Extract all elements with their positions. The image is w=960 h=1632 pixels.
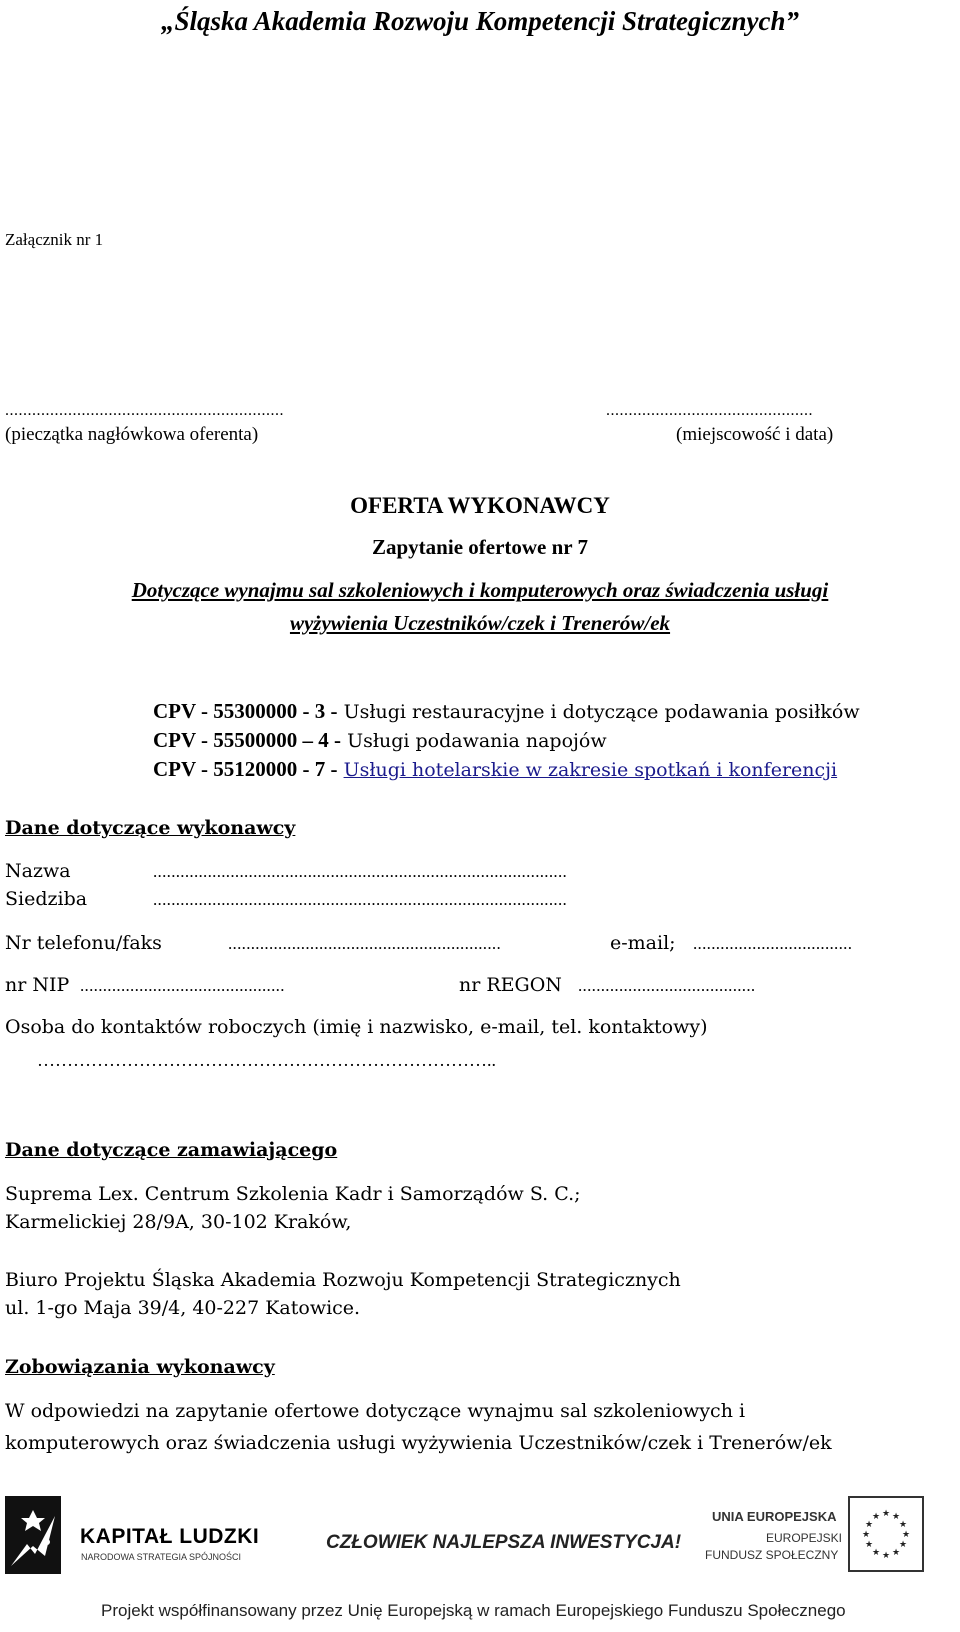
contact-person-label: Osoba do kontaktów roboczych (imię i nazwisko, e-mail, tel. kontaktowy) xyxy=(5,1016,708,1038)
cpv-code: CPV - 55300000 - 3 - xyxy=(153,699,338,723)
document-title: „Śląska Akademia Rozwoju Kompetencji Strategicznych” xyxy=(160,6,800,36)
svg-text:★: ★ xyxy=(881,1509,891,1519)
name-field[interactable]: ........................................................................................... xyxy=(153,862,568,881)
cpv-code: CPV - 55500000 – 4 - xyxy=(153,728,342,752)
subject-line-1: Dotyczące wynajmu sal szkoleniowych i komputerowych oraz świadczenia usługi xyxy=(131,578,829,602)
offer-title: OFERTA WYKONAWCY xyxy=(350,493,610,518)
inquiry-number: Zapytanie ofertowe nr 7 xyxy=(372,535,588,559)
cpv-item xyxy=(153,699,860,724)
regon-field[interactable]: ....................................... xyxy=(578,976,756,995)
ordering-party-line: Karmelickiej 28/9A, 30-102 Kraków, xyxy=(5,1211,352,1233)
nip-field[interactable]: ............................................. xyxy=(80,976,285,995)
obligations-heading: Zobowiązania wykonawcy xyxy=(5,1356,275,1378)
svg-text:★: ★ xyxy=(891,1548,901,1558)
svg-text:★: ★ xyxy=(901,1530,911,1540)
attachment-label: Załącznik nr 1 xyxy=(5,230,104,249)
cofinanced-note: Projekt współfinansowany przez Unię Europejską w ramach Europejskiego Funduszu Społecznego xyxy=(101,1601,846,1620)
obligations-text-line: W odpowiedzi na zapytanie ofertowe dotyczące wynajmu sal szkoleniowych i xyxy=(5,1400,746,1422)
contact-person-field[interactable]: ………………………………………………………………….. xyxy=(37,1050,496,1070)
ordering-party-line: Suprema Lex. Centrum Szkolenia Kadr i Samorządów S. C.; xyxy=(5,1183,581,1205)
ordering-party-line: ul. 1-go Maja 39/4, 40-227 Katowice. xyxy=(5,1297,361,1319)
svg-text:★: ★ xyxy=(881,1551,891,1561)
stamp-caption: (pieczątka nagłówkowa oferenta) xyxy=(5,424,259,445)
email-field[interactable]: ................................... xyxy=(693,934,853,953)
contractor-heading: Dane dotyczące wykonawcy xyxy=(5,817,296,839)
svg-text:★: ★ xyxy=(898,1520,908,1530)
slogan: CZŁOWIEK NAJLEPSZA INWESTYCJA! xyxy=(326,1532,682,1553)
kapital-ludzki-subtitle: NARODOWA STRATEGIA SPÓJNOŚCI xyxy=(81,1552,242,1562)
svg-text:★: ★ xyxy=(864,1540,874,1550)
svg-text:★: ★ xyxy=(861,1530,871,1540)
ordering-party-heading: Dane dotyczące zamawiającego xyxy=(5,1139,338,1161)
phone-label: Nr telefonu/faks xyxy=(5,932,162,954)
cpv-code: CPV - 55120000 - 7 - xyxy=(153,757,338,781)
stamp-dotted-line: .............................................................. xyxy=(5,402,284,419)
regon-label: nr REGON xyxy=(459,974,562,996)
cpv-item xyxy=(153,728,607,753)
footer-logos xyxy=(0,1490,960,1632)
phone-field[interactable]: ............................................................ xyxy=(228,934,501,953)
svg-text:★: ★ xyxy=(898,1540,908,1550)
seat-label: Siedziba xyxy=(5,888,88,910)
cpv-item xyxy=(153,757,837,782)
svg-text:★: ★ xyxy=(864,1520,874,1530)
name-label: Nazwa xyxy=(5,860,71,882)
cpv-description: Usługi podawania napojów xyxy=(347,730,607,752)
svg-text:★: ★ xyxy=(871,1548,881,1558)
eu-fund-line: FUNDUSZ SPOŁECZNY xyxy=(705,1548,839,1562)
nip-label: nr NIP xyxy=(5,974,70,996)
email-label: e-mail; xyxy=(610,932,676,954)
place-date-dotted-line: .............................................. xyxy=(606,402,813,419)
obligations-text-line: komputerowych oraz świadczenia usługi wyżywienia Uczestników/czek i Trenerów/ek xyxy=(5,1432,832,1454)
place-date-caption: (miejscowość i data) xyxy=(676,424,834,445)
kapital-ludzki-title: KAPITAŁ LUDZKI xyxy=(80,1525,260,1548)
svg-text:★: ★ xyxy=(891,1512,901,1522)
svg-text:★: ★ xyxy=(871,1512,881,1522)
subject-line-2: wyżywienia Uczestników/czek i Trenerów/ek xyxy=(289,611,671,635)
cpv-description: Usługi restauracyjne i dotyczące podawania posiłków xyxy=(343,701,860,723)
kapital-ludzki-emblem-icon xyxy=(5,1496,61,1574)
eu-fund-line: EUROPEJSKI xyxy=(766,1531,843,1545)
seat-field[interactable]: ........................................................................................... xyxy=(153,890,568,909)
cpv-description-link[interactable]: Usługi hotelarskie w zakresie spotkań i konferencji xyxy=(343,759,838,781)
ordering-party-line: Biuro Projektu Śląska Akademia Rozwoju Kompetencji Strategicznych xyxy=(5,1269,681,1291)
eu-flag-icon xyxy=(848,1496,924,1572)
eu-title: UNIA EUROPEJSKA xyxy=(712,1509,837,1524)
